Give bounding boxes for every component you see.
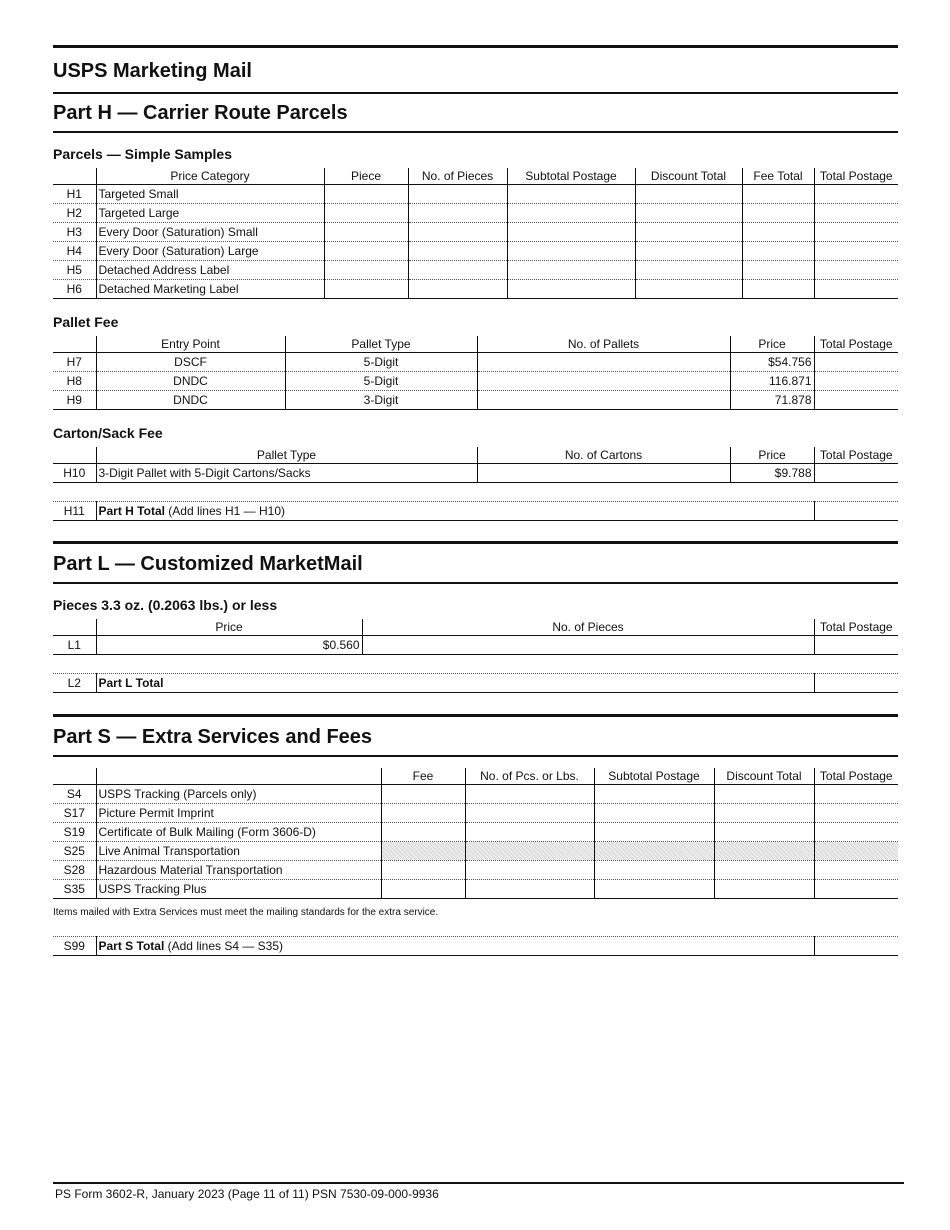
part-s-title: Part S — Extra Services and Fees (53, 726, 373, 748)
service-label: Picture Permit Imprint (96, 803, 381, 822)
simple-samples-table (53, 168, 898, 299)
line-code: S25 (63, 843, 85, 858)
total-postage-field[interactable] (814, 279, 898, 298)
column-header: Piece (324, 168, 408, 184)
column-header: No. of Pieces (362, 619, 814, 635)
discount-field[interactable] (635, 279, 742, 298)
line-code: S99 (63, 939, 85, 953)
line-code: H10 (63, 465, 86, 480)
subtotal-field[interactable] (594, 822, 714, 841)
part-l-title: Part L — Customized MarketMail (53, 553, 363, 575)
pieces-field[interactable] (362, 635, 814, 654)
part-l-table (53, 619, 898, 655)
pieces-field[interactable] (408, 184, 507, 203)
line-code: S19 (63, 824, 85, 839)
pallets-field[interactable] (477, 352, 730, 371)
fee-field[interactable] (381, 879, 465, 898)
shaded-cell (814, 841, 898, 860)
table-row (53, 184, 898, 203)
discount-field[interactable] (635, 260, 742, 279)
line-code: H6 (66, 281, 82, 296)
extra-services-table (53, 768, 898, 899)
discount-field[interactable] (714, 803, 814, 822)
pieces-field[interactable] (408, 279, 507, 298)
total-postage-field[interactable] (814, 822, 898, 841)
price-value: $0.560 (96, 635, 362, 654)
table-row (53, 390, 898, 409)
pieces-field[interactable] (465, 860, 594, 879)
entry-point: DNDC (96, 371, 285, 390)
table-row (53, 260, 898, 279)
total-postage-field[interactable] (814, 260, 898, 279)
column-header: Entry Point (96, 336, 285, 352)
total-postage-field[interactable] (814, 390, 898, 409)
cartons-field[interactable] (477, 463, 730, 482)
form-title: USPS Marketing Mail (53, 60, 252, 82)
fee-field[interactable] (381, 803, 465, 822)
entry-point: DSCF (96, 352, 285, 371)
column-header: Pallet Type (96, 447, 477, 463)
pieces-heading: Pieces 3.3 oz. (0.2063 lbs.) or less (53, 597, 278, 613)
shaded-cell (465, 841, 594, 860)
pieces-field[interactable] (465, 803, 594, 822)
subtotal-field[interactable] (594, 803, 714, 822)
pieces-field[interactable] (408, 203, 507, 222)
part-s-total-table (53, 936, 898, 956)
total-postage-field[interactable] (814, 879, 898, 898)
price-value: 71.878 (730, 390, 814, 409)
line-code: H8 (66, 373, 82, 388)
table-row (53, 841, 898, 860)
column-header: Total Postage (814, 447, 898, 463)
column-header: No. of Pieces (408, 168, 507, 184)
total-label (96, 502, 814, 521)
part-s-rule (53, 714, 898, 717)
column-header: Price (730, 336, 814, 352)
total-row (53, 502, 898, 521)
column-header: No. of Cartons (477, 447, 730, 463)
part-h-rule (53, 92, 898, 94)
discount-field[interactable] (714, 879, 814, 898)
total-postage-field[interactable] (814, 635, 898, 654)
subtotal-field[interactable] (507, 279, 635, 298)
pieces-field[interactable] (408, 222, 507, 241)
column-header: Price (96, 619, 362, 635)
price-value: $9.788 (730, 463, 814, 482)
subtotal-field[interactable] (507, 222, 635, 241)
table-row (53, 371, 898, 390)
total-postage-field[interactable] (814, 674, 898, 693)
service-label: USPS Tracking (Parcels only) (96, 784, 381, 803)
discount-field[interactable] (714, 784, 814, 803)
total-postage-field[interactable] (814, 222, 898, 241)
pieces-field[interactable] (465, 879, 594, 898)
line-code: S17 (63, 805, 85, 820)
carton-fee-table (53, 447, 898, 483)
total-label (96, 674, 814, 693)
shaded-cell (714, 841, 814, 860)
subtotal-field[interactable] (507, 203, 635, 222)
column-header: Fee (381, 768, 465, 784)
entry-point: DNDC (96, 390, 285, 409)
column-header: No. of Pallets (477, 336, 730, 352)
line-code: H11 (63, 504, 85, 518)
pieces-field[interactable] (465, 784, 594, 803)
pallet-type: 3-Digit (285, 390, 477, 409)
subtotal-field[interactable] (507, 184, 635, 203)
column-header: Discount Total (635, 168, 742, 184)
table-header-row (53, 447, 898, 463)
price-category: Every Door (Saturation) Large (96, 241, 324, 260)
total-postage-field[interactable] (814, 463, 898, 482)
price-category: Every Door (Saturation) Small (96, 222, 324, 241)
pallet-type: 5-Digit (285, 352, 477, 371)
fee-field[interactable] (742, 279, 814, 298)
price-category: Targeted Small (96, 184, 324, 203)
piece-field[interactable] (324, 203, 408, 222)
service-label: Hazardous Material Transportation (96, 860, 381, 879)
part-l-rule (53, 541, 898, 544)
fee-field[interactable] (381, 822, 465, 841)
column-header: Pallet Type (285, 336, 477, 352)
table-row (53, 879, 898, 898)
total-postage-field[interactable] (814, 937, 898, 956)
part-h-total-table (53, 501, 898, 521)
price-value: 116.871 (730, 371, 814, 390)
discount-field[interactable] (635, 184, 742, 203)
column-header: Price Category (96, 168, 324, 184)
part-h-title: Part H — Carrier Route Parcels (53, 102, 348, 124)
column-header: Total Postage (814, 619, 898, 635)
table-row (53, 803, 898, 822)
table-row (53, 241, 898, 260)
carton-fee-heading: Carton/Sack Fee (53, 425, 163, 441)
pieces-field[interactable] (465, 822, 594, 841)
price-value: $54.756 (730, 352, 814, 371)
discount-field[interactable] (635, 222, 742, 241)
table-header-row (53, 336, 898, 352)
discount-field[interactable] (635, 203, 742, 222)
subtotal-field[interactable] (594, 784, 714, 803)
piece-field[interactable] (324, 241, 408, 260)
shaded-cell (381, 841, 465, 860)
piece-field[interactable] (324, 184, 408, 203)
table-row (53, 860, 898, 879)
column-header: Total Postage (814, 768, 898, 784)
table-row (53, 822, 898, 841)
part-l-total-table (53, 673, 898, 693)
subtotal-field[interactable] (507, 241, 635, 260)
total-postage-field[interactable] (814, 860, 898, 879)
discount-field[interactable] (635, 241, 742, 260)
discount-field[interactable] (714, 822, 814, 841)
column-header: Subtotal Postage (507, 168, 635, 184)
table-row (53, 222, 898, 241)
pallets-field[interactable] (477, 390, 730, 409)
column-header: Total Postage (814, 336, 898, 352)
fee-field[interactable] (742, 260, 814, 279)
pieces-field[interactable] (408, 260, 507, 279)
price-category: Targeted Large (96, 203, 324, 222)
total-label-bold: Part H Total (98, 504, 165, 518)
line-code: H4 (66, 243, 82, 258)
line-code: H5 (66, 262, 82, 277)
subtotal-field[interactable] (594, 879, 714, 898)
column-header: No. of Pcs. or Lbs. (465, 768, 594, 784)
price-category: Detached Marketing Label (96, 279, 324, 298)
line-code: S28 (63, 862, 85, 877)
pallets-field[interactable] (477, 371, 730, 390)
line-code: H3 (66, 224, 82, 239)
total-label-bold: Part L Total (98, 676, 164, 690)
table-row (53, 784, 898, 803)
form-footer: PS Form 3602-R, January 2023 (Page 11 of 11) PSN 7530-09-000-9936 (55, 1187, 439, 1201)
line-code: S4 (66, 786, 82, 801)
price-category: Detached Address Label (96, 260, 324, 279)
column-header: Subtotal Postage (594, 768, 714, 784)
table-row (53, 203, 898, 222)
total-postage-field[interactable] (814, 803, 898, 822)
top-rule (53, 45, 898, 48)
total-row (53, 937, 898, 956)
total-postage-field[interactable] (814, 203, 898, 222)
fee-field[interactable] (742, 241, 814, 260)
fee-field[interactable] (742, 184, 814, 203)
total-label-note: (Add lines H1 — H10) (164, 504, 285, 518)
line-code: H1 (66, 186, 82, 201)
pallet-type: 5-Digit (285, 371, 477, 390)
fee-field[interactable] (381, 784, 465, 803)
total-postage-field[interactable] (814, 784, 898, 803)
fee-field[interactable] (742, 203, 814, 222)
total-label-note: (Add lines S4 — S35) (164, 939, 284, 953)
extra-services-note: Items mailed with Extra Services must meet the mailing standards for the extra service. (53, 907, 439, 918)
subtotal-field[interactable] (507, 260, 635, 279)
fee-field[interactable] (742, 222, 814, 241)
line-code: H9 (66, 392, 82, 407)
line-code: L1 (67, 637, 81, 652)
total-label-bold: Part S Total (98, 939, 165, 953)
total-row (53, 674, 898, 693)
piece-field[interactable] (324, 260, 408, 279)
fee-field[interactable] (381, 860, 465, 879)
table-header-row (53, 168, 898, 184)
simple-samples-heading: Parcels — Simple Samples (53, 146, 232, 162)
line-code: L2 (67, 676, 81, 690)
total-postage-field[interactable] (814, 241, 898, 260)
piece-field[interactable] (324, 279, 408, 298)
column-header: Price (730, 447, 814, 463)
table-header-row (53, 619, 898, 635)
part-l-under-rule (53, 582, 898, 584)
footer-rule (53, 1182, 904, 1184)
table-row (53, 635, 898, 654)
table-row (53, 279, 898, 298)
shaded-cell (594, 841, 714, 860)
column-header: Total Postage (814, 168, 898, 184)
table-row (53, 352, 898, 371)
part-h-under-rule (53, 131, 898, 133)
line-code: H2 (66, 205, 82, 220)
service-label: Certificate of Bulk Mailing (Form 3606-D) (96, 822, 381, 841)
service-label: Live Animal Transportation (96, 841, 381, 860)
pallet-type: 3-Digit Pallet with 5-Digit Cartons/Sacks (96, 463, 477, 482)
total-postage-field[interactable] (814, 352, 898, 371)
discount-field[interactable] (714, 860, 814, 879)
table-row (53, 463, 898, 482)
service-label: USPS Tracking Plus (96, 879, 381, 898)
column-header: Fee Total (742, 168, 814, 184)
column-header: Discount Total (714, 768, 814, 784)
total-postage-field[interactable] (814, 502, 898, 521)
total-label (96, 937, 814, 956)
total-postage-field[interactable] (814, 184, 898, 203)
total-postage-field[interactable] (814, 371, 898, 390)
line-code: S35 (63, 881, 85, 896)
table-header-row (53, 768, 898, 784)
pieces-field[interactable] (408, 241, 507, 260)
subtotal-field[interactable] (594, 860, 714, 879)
pallet-fee-heading: Pallet Fee (53, 314, 119, 330)
pallet-fee-table (53, 336, 898, 410)
part-s-under-rule (53, 755, 898, 757)
line-code: H7 (66, 354, 82, 369)
piece-field[interactable] (324, 222, 408, 241)
